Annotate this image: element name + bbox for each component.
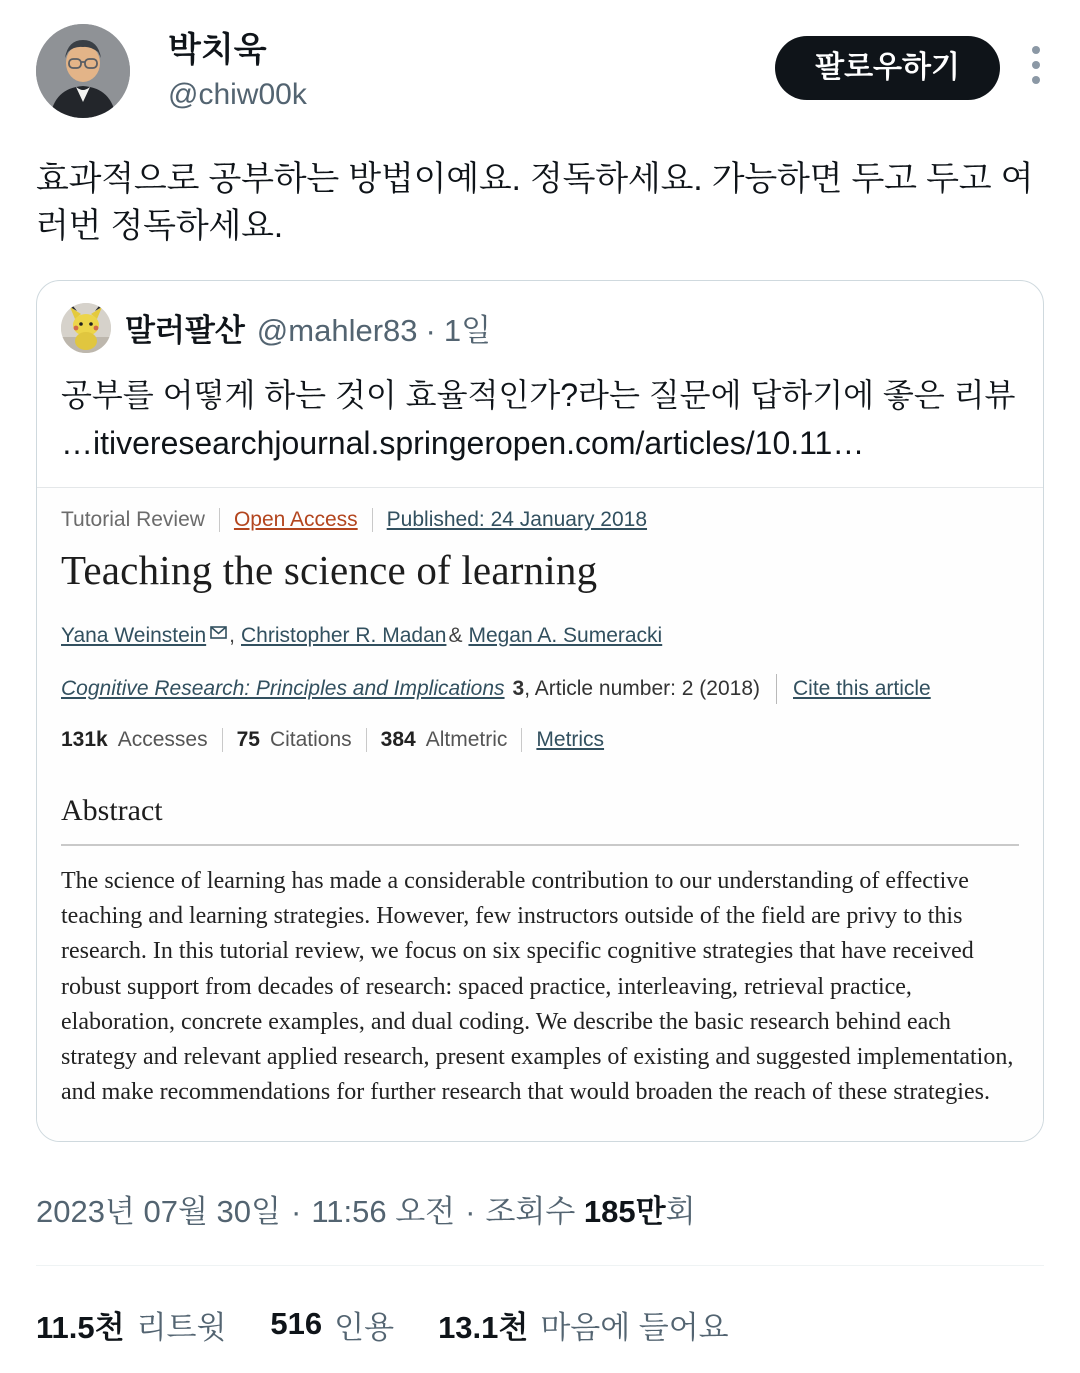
- article-title: Teaching the science of learning: [61, 546, 598, 593]
- likes-label: 마음에 들어요: [540, 1309, 729, 1345]
- accesses-count: 131k: [61, 727, 108, 751]
- abstract-text: The science of learning has made a considerable contribution to our understanding of effective teaching and learning strategies. However, few instructors outside of the field are privy to this research. In this tutorial review, we focus on six specific cognitive strategies that have received robust support from decades of research: spaced practice, interleaving, retrieval practice, elaboration, concrete examples, and dual coding. We describe the basic research behind each strategy and relevant applied research, present examples of existing and suggested implementation, and make recommendations for further research that would broaden the reach of these strategies.: [61, 867, 1014, 1106]
- journal-citation-row: [61, 674, 1019, 704]
- altmetric-count: 384: [380, 727, 416, 751]
- user-handle[interactable]: @chiw00k: [168, 77, 307, 111]
- follow-button[interactable]: 팔로우하기: [775, 36, 1000, 100]
- likes-stat[interactable]: [438, 1302, 729, 1347]
- author-separator: ,: [229, 623, 235, 647]
- published-date-link[interactable]: Published: 24 January 2018: [386, 507, 648, 531]
- altmetric-label: Altmetric: [425, 727, 508, 751]
- quotes-count: 516: [270, 1306, 323, 1342]
- article-meta-row: [61, 508, 1019, 532]
- quote-time: 1일: [443, 313, 492, 349]
- tweet-text: 효과적으로 공부하는 방법이예요. 정독하세요. 가능하면 두고 두고 여러번 정독하세요.: [36, 160, 1034, 245]
- engagement-stats: [36, 1302, 1044, 1347]
- citations-label: Citations: [269, 727, 352, 751]
- article-authors: [61, 624, 1019, 648]
- quotes-stat[interactable]: [270, 1302, 394, 1347]
- author-link[interactable]: Yana Weinstein: [61, 623, 207, 647]
- citations-count: 75: [236, 727, 260, 751]
- quoted-tweet-card[interactable]: [36, 280, 1044, 1142]
- quotes-label: 인용: [334, 1309, 395, 1345]
- quoted-tweet-body: [37, 281, 1043, 487]
- article-type-label: Tutorial Review: [61, 507, 205, 531]
- time-text: 11:56 오전: [311, 1193, 456, 1229]
- journal-volume: 3: [512, 676, 525, 700]
- views-label: 조회수: [485, 1193, 576, 1229]
- tweet-timestamp: [36, 1186, 1044, 1231]
- quote-handle[interactable]: @mahler83: [256, 313, 418, 349]
- article-number: , Article number: 2 (2018): [524, 676, 761, 700]
- abstract-heading: Abstract: [61, 793, 163, 827]
- retweets-count: 11.5천: [36, 1309, 125, 1345]
- email-icon: [210, 621, 227, 645]
- author-link[interactable]: Christopher R. Madan: [241, 623, 447, 647]
- tweet-header: [36, 24, 1044, 118]
- quote-display-name[interactable]: 말러팔산: [125, 313, 245, 349]
- article-metrics-row: [61, 728, 1019, 752]
- user-names: [168, 24, 775, 114]
- display-name[interactable]: 박치욱: [168, 31, 267, 69]
- quote-avatar[interactable]: [61, 303, 111, 353]
- meta-separator: ·: [425, 313, 436, 349]
- views-count: 185만: [583, 1193, 666, 1229]
- article-preview: [37, 487, 1043, 1141]
- separator-dot: ·: [291, 1193, 302, 1229]
- cite-article-link[interactable]: Cite this article: [793, 676, 931, 700]
- separator-dot: ·: [465, 1193, 476, 1229]
- likes-count: 13.1천: [438, 1309, 529, 1345]
- divider: [366, 728, 367, 752]
- person-photo-icon: [36, 24, 130, 118]
- abstract-divider: [61, 844, 1019, 846]
- author-separator: &: [448, 623, 463, 647]
- quote-article-link[interactable]: …itiveresearchjournal.springeropen.com/articles/10.11…: [61, 424, 865, 461]
- open-access-link[interactable]: Open Access: [233, 507, 358, 531]
- pikachu-figurine-icon: [61, 303, 111, 353]
- retweets-stat[interactable]: [36, 1302, 226, 1347]
- quote-meta: [257, 305, 491, 350]
- divider: [372, 508, 373, 532]
- quoted-tweet-header: [61, 303, 1019, 353]
- stats-divider: [36, 1265, 1044, 1266]
- header-actions: [775, 24, 1044, 100]
- divider: [219, 508, 220, 532]
- divider: [521, 728, 522, 752]
- quote-text: 공부를 어떻게 하는 것이 효율적인가?라는 질문에 답하기에 좋은 리뷰: [61, 376, 1016, 413]
- divider: [222, 728, 223, 752]
- divider: [776, 674, 777, 704]
- journal-title-link[interactable]: Cognitive Research: Principles and Implications: [61, 676, 505, 700]
- metrics-link[interactable]: Metrics: [536, 727, 605, 751]
- profile-avatar[interactable]: [36, 24, 130, 118]
- retweets-label: 리트윗: [136, 1309, 227, 1345]
- more-options-icon[interactable]: [1028, 36, 1044, 94]
- date-text: 2023년 07월 30일: [36, 1193, 281, 1229]
- accesses-label: Accesses: [117, 727, 208, 751]
- views-suffix: 회: [665, 1193, 696, 1229]
- author-link[interactable]: Megan A. Sumeracki: [468, 623, 663, 647]
